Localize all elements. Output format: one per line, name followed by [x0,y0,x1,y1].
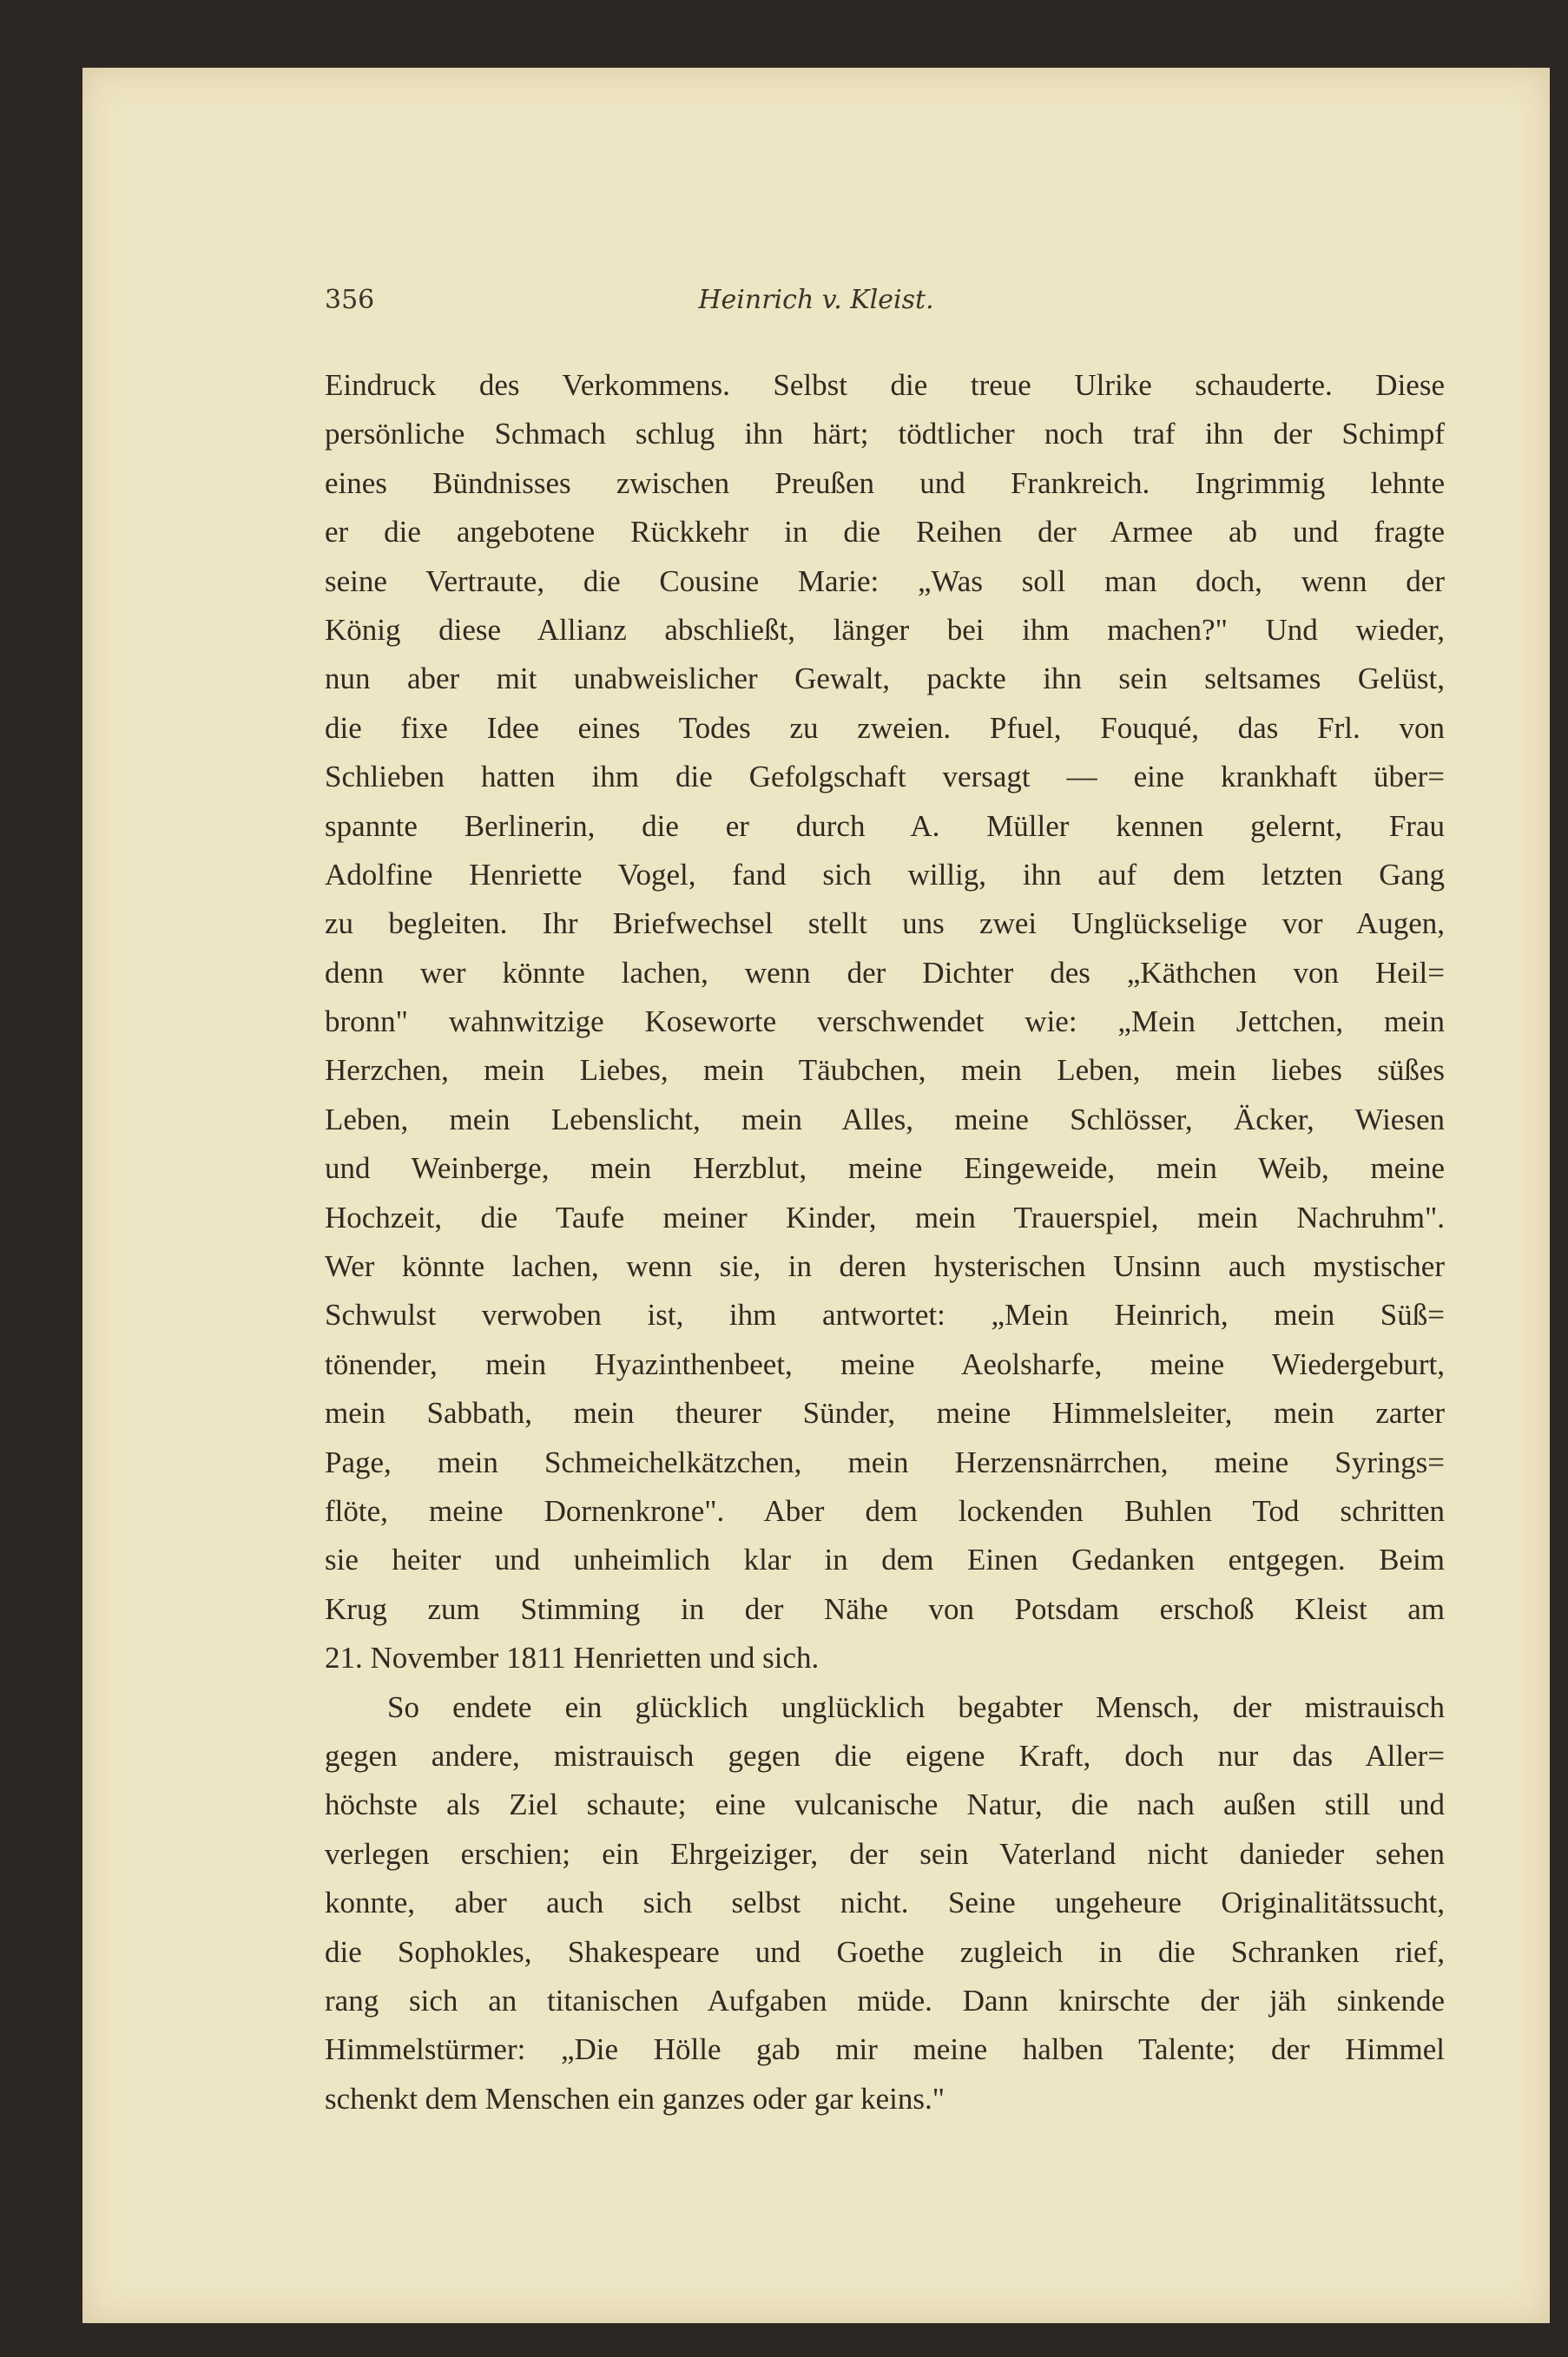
text-line: verlegen erschien; ein Ehrgeiziger, der sein Vaterland nicht danieder sehen [325,1836,1445,1871]
text-line: Krug zum Stimming in der Nähe von Potsdam erschoß Kleist am [325,1591,1445,1626]
text-line: Leben, mein Lebenslicht, mein Alles, meine Schlösser, Äcker, Wiesen [325,1102,1445,1136]
text-line: schenkt dem Menschen ein ganzes oder gar keins." [325,2081,945,2116]
text-line: die Sophokles, Shakespeare und Goethe zugleich in die Schranken rief, [325,1934,1445,1969]
page-number: 356 [325,285,375,315]
text-line: 21. November 1811 Henrietten und sich. [325,1641,820,1676]
running-title: Heinrich v. Kleist. [698,285,934,315]
text-line: er die angebotene Rückkehr in die Reihen der Armee ab und fragte [325,515,1445,550]
text-line: Hochzeit, die Taufe meiner Kinder, mein Trauerspiel, mein Nachruhm". [325,1200,1445,1234]
text-line: denn wer könnte lachen, wenn der Dichter des „Käthchen von Heil= [325,955,1445,990]
body-text [325,361,1445,2123]
text-line: sie heiter und unheimlich klar in dem Einen Gedanken entgegen. Beim [325,1543,1445,1577]
text-line: Wer könnte lachen, wenn sie, in deren hysterischen Unsinn auch mystischer [325,1249,1445,1284]
text-line: tönender, mein Hyazinthenbeet, meine Aeolsharfe, meine Wiedergeburt, [325,1346,1445,1381]
text-line: höchste als Ziel schaute; eine vulcanische Natur, die nach außen still und [325,1788,1445,1822]
book-page [82,68,1550,2323]
text-line: und Weinberge, mein Herzblut, meine Eingeweide, mein Weib, meine [325,1151,1445,1186]
text-line: König diese Allianz abschließt, länger bei ihm machen?" Und wieder, [325,612,1445,647]
text-line: So endete ein glücklich unglücklich begabter Mensch, der mistrauisch [387,1689,1445,1724]
text-line: konnte, aber auch sich selbst nicht. Seine ungeheure Originalitätssucht, [325,1886,1445,1920]
text-line: eines Bündnisses zwischen Preußen und Frankreich. Ingrimmig lehnte [325,465,1445,500]
text-line: die fixe Idee eines Todes zu zweien. Pfuel, Fouqué, das Frl. von [325,710,1445,745]
text-line: nun aber mit unabweislicher Gewalt, packte ihn sein seltsames Gelüst, [325,662,1445,696]
text-line: spannte Berlinerin, die er durch A. Müller kennen gelernt, Frau [325,808,1445,843]
text-line: rang sich an titanischen Aufgaben müde. Dann knirschte der jäh sinkende [325,1983,1445,2018]
text-line: gegen andere, mistrauisch gegen die eigene Kraft, doch nur das Aller= [325,1738,1445,1773]
text-line: Schlieben hatten ihm die Gefolgschaft versagt — eine krankhaft über= [325,760,1445,794]
text-line: zu begleiten. Ihr Briefwechsel stellt uns zwei Unglückselige vor Augen, [325,906,1445,941]
text-line: Himmelstürmer: „Die Hölle gab mir meine halben Talente; der Himmel [325,2032,1445,2067]
text-line: Herzchen, mein Liebes, mein Täubchen, mein Leben, mein liebes süßes [325,1053,1445,1088]
text-line: Adolfine Henriette Vogel, fand sich willig, ihn auf dem letzten Gang [325,857,1445,892]
text-line: mein Sabbath, mein theurer Sünder, meine Himmelsleiter, mein zarter [325,1396,1445,1431]
text-line: persönliche Schmach schlug ihn härt; tödtlicher noch traf ihn der Schimpf [325,417,1445,451]
text-line: Schwulst verwoben ist, ihm antwortet: „Mein Heinrich, mein Süß= [325,1298,1445,1333]
text-line: Eindruck des Verkommens. Selbst die treue Ulrike schauderte. Diese [325,368,1445,402]
text-line: bronn" wahnwitzige Koseworte verschwendet wie: „Mein Jettchen, mein [325,1004,1445,1039]
text-line: Page, mein Schmeichelkätzchen, mein Herzensnärrchen, meine Syrings= [325,1445,1445,1479]
text-line: flöte, meine Dornenkrone". Aber dem lockenden Buhlen Tod schritten [325,1493,1445,1528]
text-line: seine Vertraute, die Cousine Marie: „Was soll man doch, wenn der [325,563,1445,598]
